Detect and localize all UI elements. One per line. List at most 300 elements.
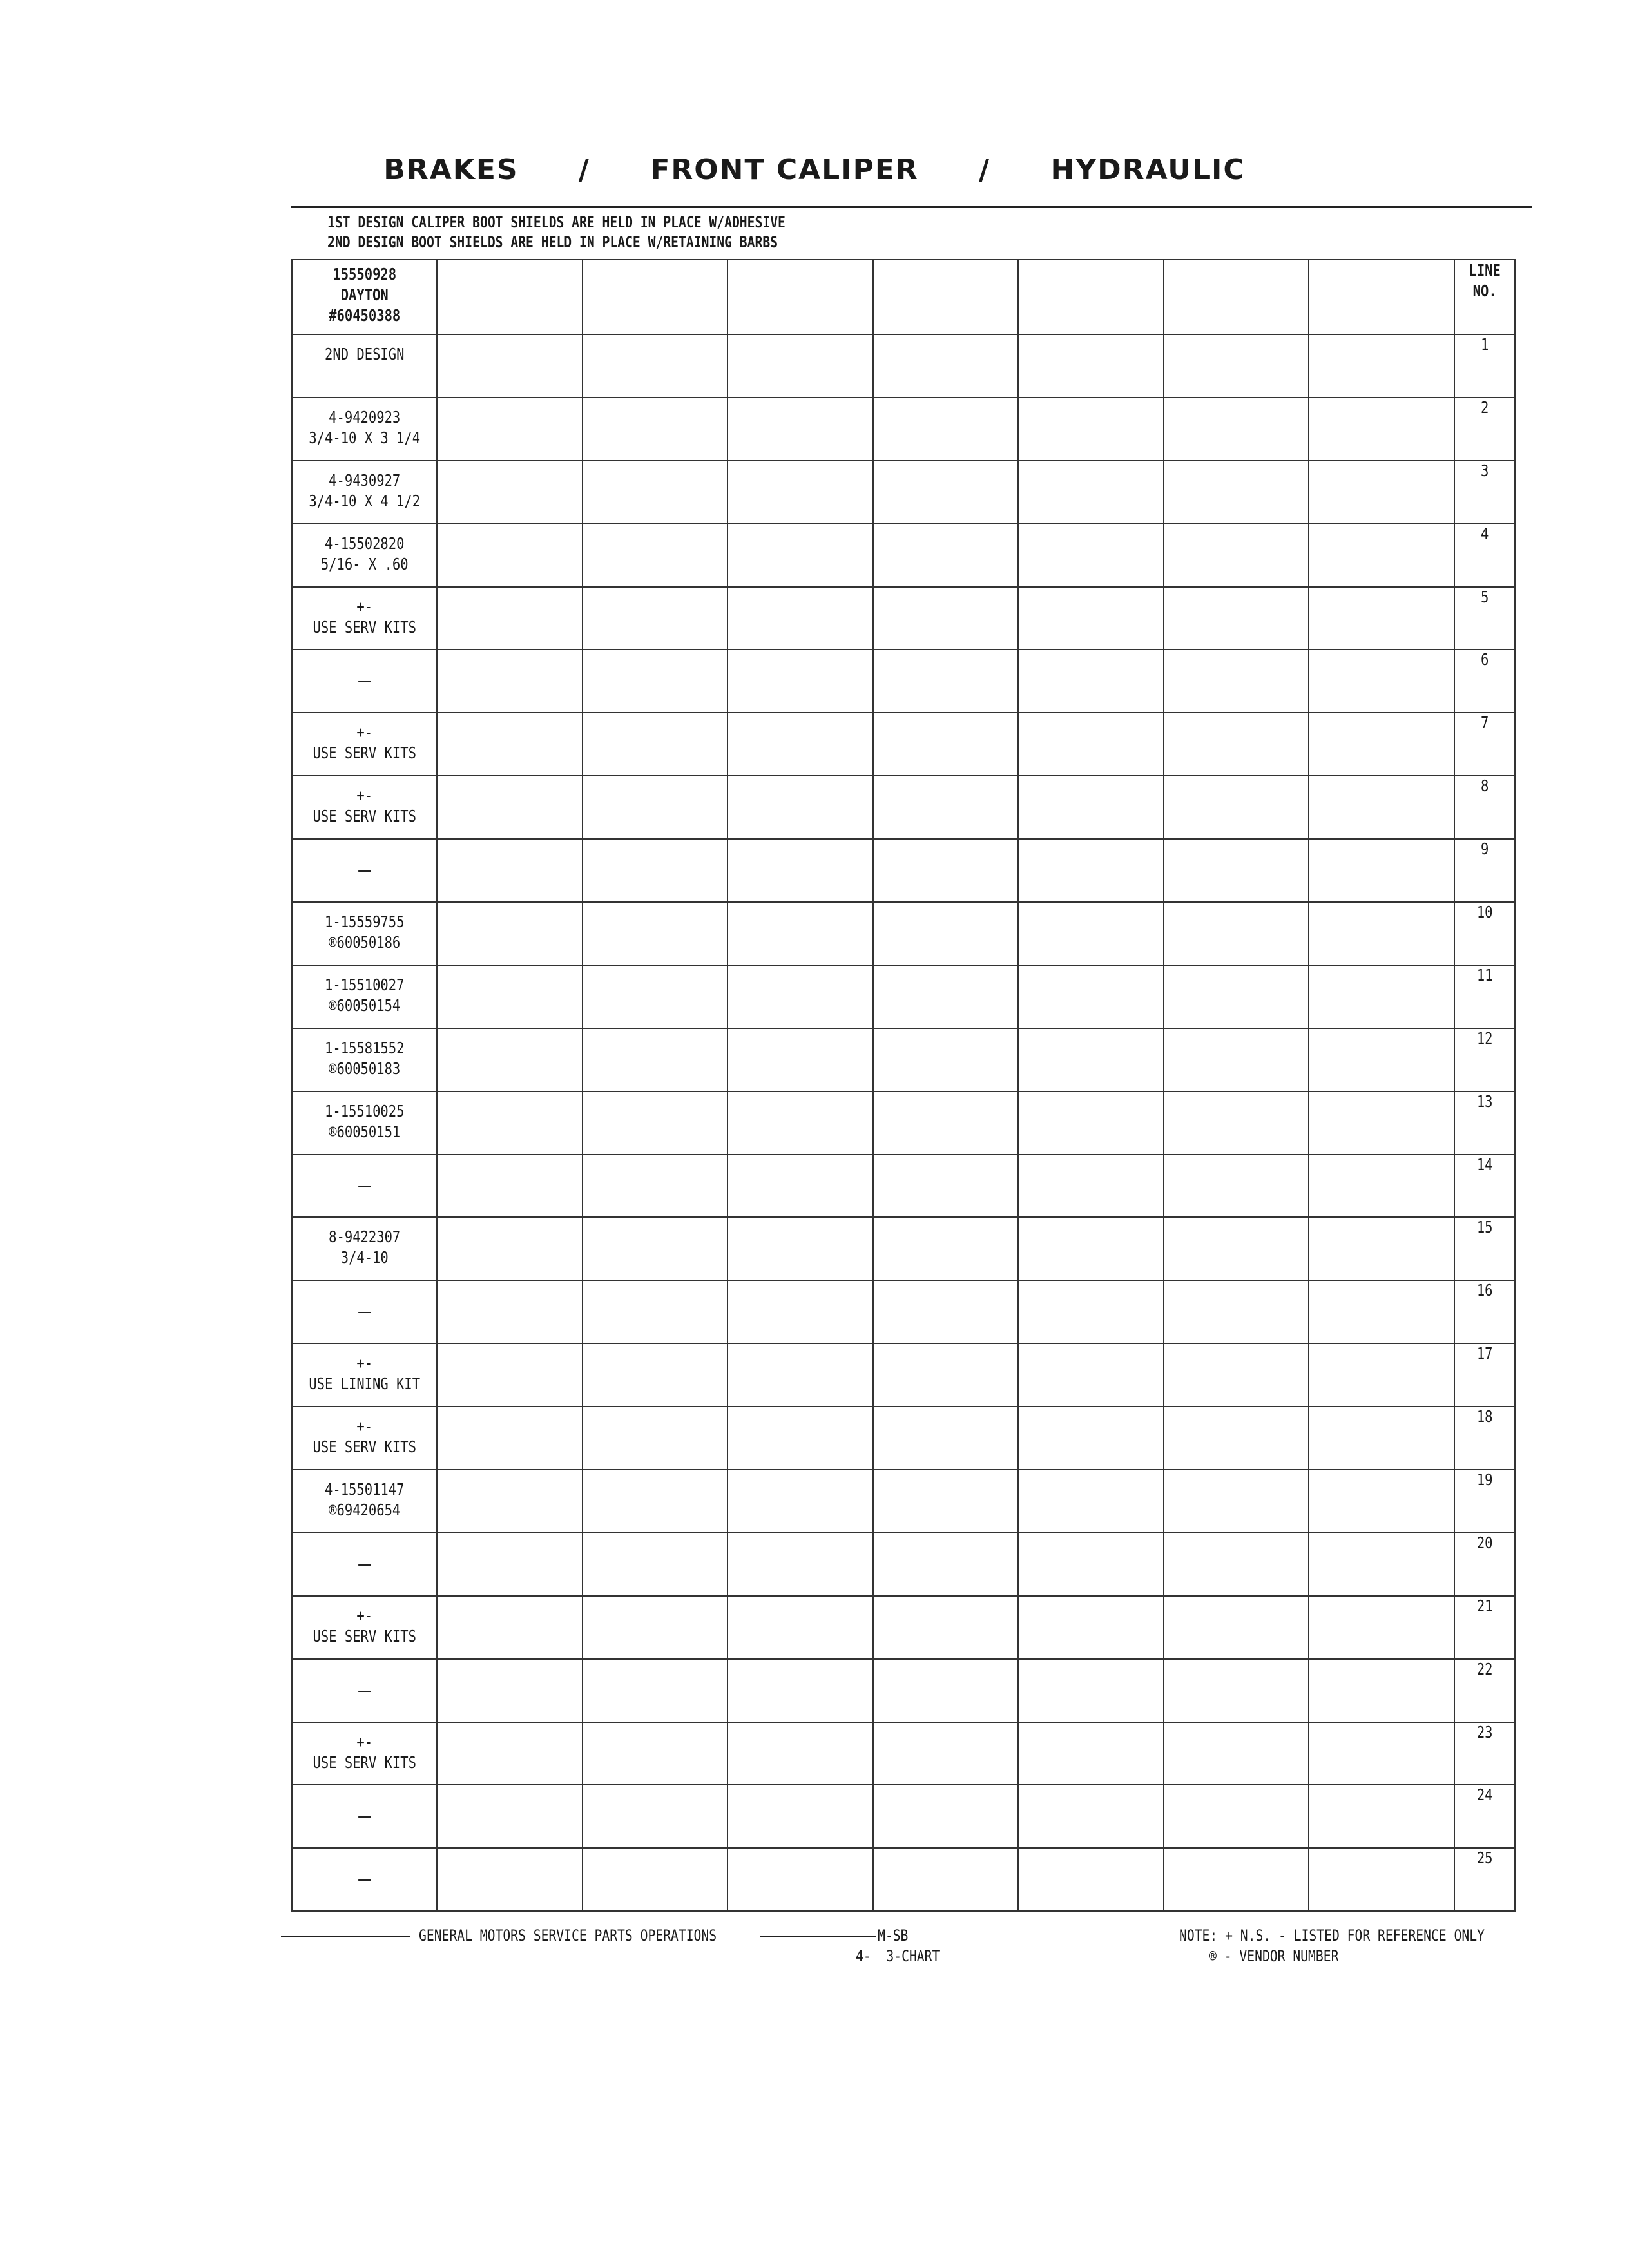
- blank-cell: [873, 965, 1018, 1028]
- blank-cell: [873, 1091, 1018, 1155]
- blank-cell: [1018, 902, 1163, 965]
- blank-cell: [1018, 1407, 1163, 1470]
- title-separator: /: [979, 153, 991, 186]
- blank-cell: [1164, 902, 1309, 965]
- title-rule: [291, 206, 1532, 208]
- line-number-cell: [1454, 1343, 1515, 1407]
- blank-cell: [1309, 1470, 1454, 1533]
- blank-cell: [583, 839, 728, 902]
- line-number-cell: [1454, 1028, 1515, 1091]
- blank-cell: [1164, 1596, 1309, 1659]
- table-row: [292, 1407, 1515, 1470]
- line-number-cell: [1454, 334, 1515, 398]
- part-text-line-2: ®60050183: [329, 1059, 401, 1078]
- table-row: [292, 334, 1515, 398]
- blank-cell: [437, 334, 582, 398]
- blank-cell: [1164, 839, 1309, 902]
- blank-cell: [873, 1785, 1018, 1848]
- line-number-cell: [1454, 965, 1515, 1028]
- line-number: 15: [1476, 1218, 1493, 1237]
- blank-cell: [583, 1155, 728, 1218]
- blank-cell: [437, 1155, 582, 1218]
- line-number-cell: [1454, 1407, 1515, 1470]
- part-cell: [292, 965, 437, 1028]
- line-number-cell: [1454, 1280, 1515, 1343]
- blank-cell: [437, 1091, 582, 1155]
- part-text-line-2: USE SERV KITS: [313, 617, 416, 637]
- part-cell: [292, 776, 437, 839]
- blank-cell: [1164, 649, 1309, 713]
- blank-cell: [1309, 776, 1454, 839]
- blank-cell: [583, 776, 728, 839]
- blank-cell: [583, 1343, 728, 1407]
- blank-cell: [1309, 1407, 1454, 1470]
- blank-cell: [873, 649, 1018, 713]
- line-number: 11: [1476, 965, 1493, 985]
- blank-cell: [1309, 398, 1454, 461]
- blank-cell: [873, 260, 1018, 334]
- line-number: 3: [1480, 461, 1489, 480]
- part-text-line-1: +-: [356, 1354, 373, 1373]
- table-row: [292, 587, 1515, 650]
- blank-cell: [1018, 398, 1163, 461]
- part-cell: [292, 1091, 437, 1155]
- blank-cell: [873, 1280, 1018, 1343]
- line-number: 25: [1476, 1849, 1493, 1868]
- blank-cell: [728, 1848, 872, 1911]
- blank-cell: [873, 839, 1018, 902]
- blank-cell: [1309, 1343, 1454, 1407]
- blank-cell: [728, 1407, 872, 1470]
- part-text-line-2: USE SERV KITS: [313, 1437, 416, 1457]
- blank-cell: [728, 1343, 872, 1407]
- line-number: 5: [1480, 587, 1489, 606]
- part-text-line-1: 2ND DESIGN: [325, 345, 405, 363]
- title-brakes: BRAKES: [383, 153, 519, 186]
- title-front-caliper: FRONT CALIPER: [650, 153, 919, 186]
- blank-cell: [873, 1028, 1018, 1091]
- blank-cell: [437, 902, 582, 965]
- blank-cell: [437, 1407, 582, 1470]
- blank-cell: [437, 1343, 582, 1407]
- blank-cell: [1309, 1091, 1454, 1155]
- blank-cell: [437, 1470, 582, 1533]
- table-row: [292, 1217, 1515, 1280]
- part-text-line-1: 1-15510025: [325, 1101, 405, 1120]
- blank-cell: [728, 965, 872, 1028]
- blank-cell: [1018, 1785, 1163, 1848]
- line-number: 14: [1476, 1155, 1493, 1174]
- part-text-line-1: 1-15559755: [325, 912, 405, 932]
- part-cell: [292, 1533, 437, 1596]
- part-cell: [292, 1155, 437, 1218]
- blank-cell: [1018, 1470, 1163, 1533]
- blank-cell: [437, 839, 582, 902]
- blank-cell: [1018, 1217, 1163, 1280]
- blank-cell: [1309, 1848, 1454, 1911]
- not-used-dash: [358, 1564, 371, 1566]
- blank-cell: [1164, 1217, 1309, 1280]
- blank-cell: [728, 1470, 872, 1533]
- blank-cell: [1018, 260, 1163, 334]
- blank-cell: [873, 1659, 1018, 1722]
- line-number: 10: [1476, 903, 1493, 922]
- line-number-cell: [1454, 713, 1515, 776]
- part-cell: [292, 1217, 437, 1280]
- not-used-dash: [358, 1816, 371, 1818]
- footer-code: M-SB: [878, 1927, 909, 1945]
- footer-note-ns: NOTE: + N.S. - LISTED FOR REFERENCE ONLY: [1179, 1927, 1485, 1945]
- line-number-cell: [1454, 1722, 1515, 1785]
- title-separator: /: [578, 153, 590, 186]
- part-text-line-2: ®60050186: [329, 933, 401, 952]
- blank-cell: [583, 398, 728, 461]
- line-number-cell: [1454, 1848, 1515, 1911]
- blank-cell: [583, 1785, 728, 1848]
- blank-cell: [1164, 965, 1309, 1028]
- part-text-line-1: +-: [356, 1606, 373, 1625]
- part-cell: [292, 587, 437, 650]
- part-cell: [292, 1785, 437, 1848]
- footer-org: GENERAL MOTORS SERVICE PARTS OPERATIONS: [419, 1927, 717, 1945]
- blank-cell: [728, 1217, 872, 1280]
- blank-cell: [1018, 1533, 1163, 1596]
- blank-cell: [437, 1217, 582, 1280]
- blank-cell: [1309, 1722, 1454, 1785]
- blank-cell: [1018, 461, 1163, 524]
- blank-cell: [873, 461, 1018, 524]
- blank-cell: [873, 1848, 1018, 1911]
- line-number: 1: [1480, 335, 1489, 354]
- blank-cell: [728, 1533, 872, 1596]
- part-cell: [292, 1343, 437, 1407]
- not-used-dash: [358, 1879, 371, 1881]
- blank-cell: [873, 1470, 1018, 1533]
- table-row: [292, 1596, 1515, 1659]
- blank-cell: [1018, 776, 1163, 839]
- blank-cell: [873, 1155, 1018, 1218]
- part-text-line-1: 1-15510027: [325, 975, 405, 994]
- blank-cell: [583, 1470, 728, 1533]
- line-number: 24: [1476, 1785, 1493, 1805]
- blank-cell: [583, 260, 728, 334]
- blank-cell: [1164, 776, 1309, 839]
- blank-cell: [728, 1785, 872, 1848]
- blank-cell: [583, 902, 728, 965]
- blank-cell: [873, 1533, 1018, 1596]
- header-no-label: NO.: [1472, 282, 1497, 300]
- blank-cell: [1164, 713, 1309, 776]
- line-number: 2: [1480, 398, 1489, 417]
- blank-cell: [583, 1407, 728, 1470]
- blank-cell: [728, 1155, 872, 1218]
- line-number-cell: [1454, 1596, 1515, 1659]
- blank-cell: [873, 587, 1018, 650]
- blank-cell: [1309, 649, 1454, 713]
- line-number-cell: [1454, 839, 1515, 902]
- part-text-line-2: USE SERV KITS: [313, 807, 416, 826]
- footer-chart: 4- 3-CHART: [856, 1947, 940, 1965]
- blank-cell: [728, 334, 872, 398]
- blank-cell: [583, 649, 728, 713]
- blank-cell: [583, 461, 728, 524]
- blank-cell: [583, 1596, 728, 1659]
- blank-cell: [1309, 1028, 1454, 1091]
- table-row: [292, 1848, 1515, 1911]
- blank-cell: [583, 1722, 728, 1785]
- blank-cell: [728, 1280, 872, 1343]
- blank-cell: [1309, 1596, 1454, 1659]
- part-cell: [292, 1280, 437, 1343]
- line-number-cell: [1454, 524, 1515, 587]
- line-number: 13: [1476, 1091, 1493, 1111]
- part-cell: [292, 713, 437, 776]
- blank-cell: [1018, 1091, 1163, 1155]
- part-cell: [292, 839, 437, 902]
- table-row: [292, 1091, 1515, 1155]
- blank-cell: [1164, 1028, 1309, 1091]
- blank-cell: [1018, 587, 1163, 650]
- line-number-cell: [1454, 587, 1515, 650]
- blank-cell: [437, 1280, 582, 1343]
- part-text-line-2: 3/4-10: [340, 1248, 389, 1267]
- blank-cell: [1018, 524, 1163, 587]
- table-row: [292, 965, 1515, 1028]
- blank-cell: [873, 524, 1018, 587]
- blank-cell: [1309, 587, 1454, 650]
- part-text-line-2: ®69420654: [329, 1501, 401, 1520]
- part-text-line-1: +-: [356, 1417, 373, 1436]
- part-text-line-2: USE SERV KITS: [313, 744, 416, 763]
- blank-cell: [1164, 1659, 1309, 1722]
- blank-cell: [1164, 1848, 1309, 1911]
- blank-cell: [583, 1659, 728, 1722]
- header-vendor-number: DAYTON #60450388: [329, 285, 401, 325]
- line-number-cell: [1454, 1091, 1515, 1155]
- part-text-line-2: ®60050154: [329, 995, 401, 1015]
- blank-cell: [1309, 1217, 1454, 1280]
- line-number-cell: [1454, 1785, 1515, 1848]
- design-note-1: 1ST DESIGN CALIPER BOOT SHIELDS ARE HELD IN PLACE W/ADHESIVE: [327, 213, 786, 231]
- blank-cell: [728, 1028, 872, 1091]
- blank-cell: [1164, 524, 1309, 587]
- blank-cell: [583, 1280, 728, 1343]
- blank-cell: [437, 713, 582, 776]
- blank-cell: [1164, 398, 1309, 461]
- blank-cell: [728, 1596, 872, 1659]
- part-text-line-1: 4-9420923: [329, 407, 401, 427]
- part-cell: [292, 334, 437, 398]
- line-number-cell: [1454, 1470, 1515, 1533]
- blank-cell: [583, 1217, 728, 1280]
- line-number: 8: [1480, 776, 1489, 796]
- blank-cell: [873, 1217, 1018, 1280]
- part-text-line-1: 4-15501147: [325, 1480, 405, 1499]
- line-number-cell: [1454, 649, 1515, 713]
- parts-chart-table: [291, 259, 1516, 1912]
- blank-cell: [437, 1596, 582, 1659]
- table-row: [292, 713, 1515, 776]
- part-cell: [292, 461, 437, 524]
- table-row: [292, 1343, 1515, 1407]
- part-text-line-2: ®60050151: [329, 1122, 401, 1141]
- blank-cell: [1164, 1407, 1309, 1470]
- blank-cell: [728, 587, 872, 650]
- table-row: [292, 1470, 1515, 1533]
- header-row: [292, 260, 1515, 334]
- part-cell: [292, 902, 437, 965]
- blank-cell: [1164, 1785, 1309, 1848]
- blank-cell: [437, 524, 582, 587]
- line-number: 7: [1480, 713, 1489, 733]
- blank-cell: [1018, 1848, 1163, 1911]
- table-row: [292, 649, 1515, 713]
- part-text-line-2: USE LINING KIT: [309, 1374, 421, 1394]
- blank-cell: [1164, 1722, 1309, 1785]
- blank-cell: [873, 1343, 1018, 1407]
- blank-cell: [1309, 1533, 1454, 1596]
- blank-cell: [583, 1848, 728, 1911]
- blank-cell: [1018, 334, 1163, 398]
- blank-cell: [437, 1028, 582, 1091]
- blank-cell: [873, 334, 1018, 398]
- table-row: [292, 524, 1515, 587]
- blank-cell: [437, 398, 582, 461]
- part-text-line-1: +-: [356, 786, 373, 805]
- line-number-cell: [1454, 1155, 1515, 1218]
- part-cell: [292, 1722, 437, 1785]
- blank-cell: [1309, 1280, 1454, 1343]
- blank-cell: [1164, 1533, 1309, 1596]
- blank-cell: [728, 398, 872, 461]
- line-number: 6: [1480, 650, 1489, 669]
- blank-cell: [728, 461, 872, 524]
- table-row: [292, 776, 1515, 839]
- not-used-dash: [358, 681, 371, 682]
- part-text-line-1: +-: [356, 1732, 373, 1751]
- blank-cell: [873, 1722, 1018, 1785]
- blank-cell: [873, 398, 1018, 461]
- blank-cell: [1309, 839, 1454, 902]
- blank-cell: [437, 1722, 582, 1785]
- part-text-line-1: 4-9430927: [329, 470, 401, 490]
- blank-cell: [437, 1848, 582, 1911]
- blank-cell: [1309, 334, 1454, 398]
- title-hydraulic: HYDRAULIC: [1050, 153, 1246, 186]
- part-text-line-2: 3/4-10 X 4 1/2: [309, 491, 421, 510]
- blank-cell: [437, 649, 582, 713]
- blank-cell: [1164, 1155, 1309, 1218]
- blank-cell: [583, 1028, 728, 1091]
- table-row: [292, 1028, 1515, 1091]
- blank-cell: [583, 334, 728, 398]
- part-text-line-1: 4-15502820: [325, 533, 405, 553]
- blank-cell: [728, 713, 872, 776]
- part-cell: [292, 1848, 437, 1911]
- not-used-dash: [358, 1691, 371, 1692]
- part-text-line-1: +-: [356, 723, 373, 742]
- line-number: 20: [1476, 1533, 1493, 1552]
- blank-cell: [437, 260, 582, 334]
- blank-cell: [873, 1596, 1018, 1659]
- blank-cell: [1164, 334, 1309, 398]
- blank-cell: [1309, 713, 1454, 776]
- line-number-cell: [1454, 461, 1515, 524]
- part-cell: [292, 1596, 437, 1659]
- blank-cell: [728, 260, 872, 334]
- part-cell: [292, 524, 437, 587]
- part-text-line-1: 8-9422307: [329, 1227, 401, 1247]
- blank-cell: [1309, 524, 1454, 587]
- blank-cell: [583, 1533, 728, 1596]
- table-row: [292, 1659, 1515, 1722]
- blank-cell: [1018, 1343, 1163, 1407]
- part-cell: [292, 1470, 437, 1533]
- blank-cell: [1164, 260, 1309, 334]
- blank-cell: [873, 776, 1018, 839]
- blank-cell: [1164, 1343, 1309, 1407]
- table-row: [292, 1722, 1515, 1785]
- header-line-label: LINE: [1469, 261, 1501, 280]
- blank-cell: [1018, 1028, 1163, 1091]
- footer-rule-mid: [760, 1936, 876, 1937]
- blank-cell: [1018, 713, 1163, 776]
- line-number: 4: [1480, 524, 1489, 543]
- design-notes: [327, 213, 786, 253]
- line-number-cell: [1454, 902, 1515, 965]
- blank-cell: [728, 839, 872, 902]
- footer-rule-left: [281, 1936, 410, 1937]
- blank-cell: [873, 713, 1018, 776]
- blank-cell: [437, 1533, 582, 1596]
- not-used-dash: [358, 1312, 371, 1313]
- line-number-cell: [1454, 776, 1515, 839]
- blank-cell: [1309, 902, 1454, 965]
- line-number: 22: [1476, 1659, 1493, 1678]
- blank-cell: [583, 1091, 728, 1155]
- blank-cell: [728, 524, 872, 587]
- blank-cell: [728, 1659, 872, 1722]
- part-cell: [292, 1659, 437, 1722]
- blank-cell: [583, 965, 728, 1028]
- blank-cell: [728, 649, 872, 713]
- blank-cell: [437, 1659, 582, 1722]
- line-number: 16: [1476, 1281, 1493, 1300]
- blank-cell: [873, 1407, 1018, 1470]
- blank-cell: [1309, 965, 1454, 1028]
- blank-cell: [437, 965, 582, 1028]
- part-text-line-2: USE SERV KITS: [313, 1626, 416, 1646]
- not-used-dash: [358, 870, 371, 872]
- line-number-cell: [1454, 398, 1515, 461]
- blank-cell: [1309, 1659, 1454, 1722]
- blank-cell: [1164, 587, 1309, 650]
- blank-cell: [1164, 1280, 1309, 1343]
- blank-cell: [1164, 1470, 1309, 1533]
- footer-note-vendor: ® - VENDOR NUMBER: [1209, 1947, 1339, 1965]
- blank-cell: [1018, 1659, 1163, 1722]
- line-number-cell: [1454, 1533, 1515, 1596]
- blank-cell: [1309, 1785, 1454, 1848]
- line-number: 17: [1476, 1344, 1493, 1363]
- blank-cell: [437, 776, 582, 839]
- blank-cell: [583, 713, 728, 776]
- part-text-line-2: 5/16- X .60: [320, 554, 409, 573]
- blank-cell: [1018, 839, 1163, 902]
- part-cell: [292, 1028, 437, 1091]
- blank-cell: [728, 1722, 872, 1785]
- table-row: [292, 1155, 1515, 1218]
